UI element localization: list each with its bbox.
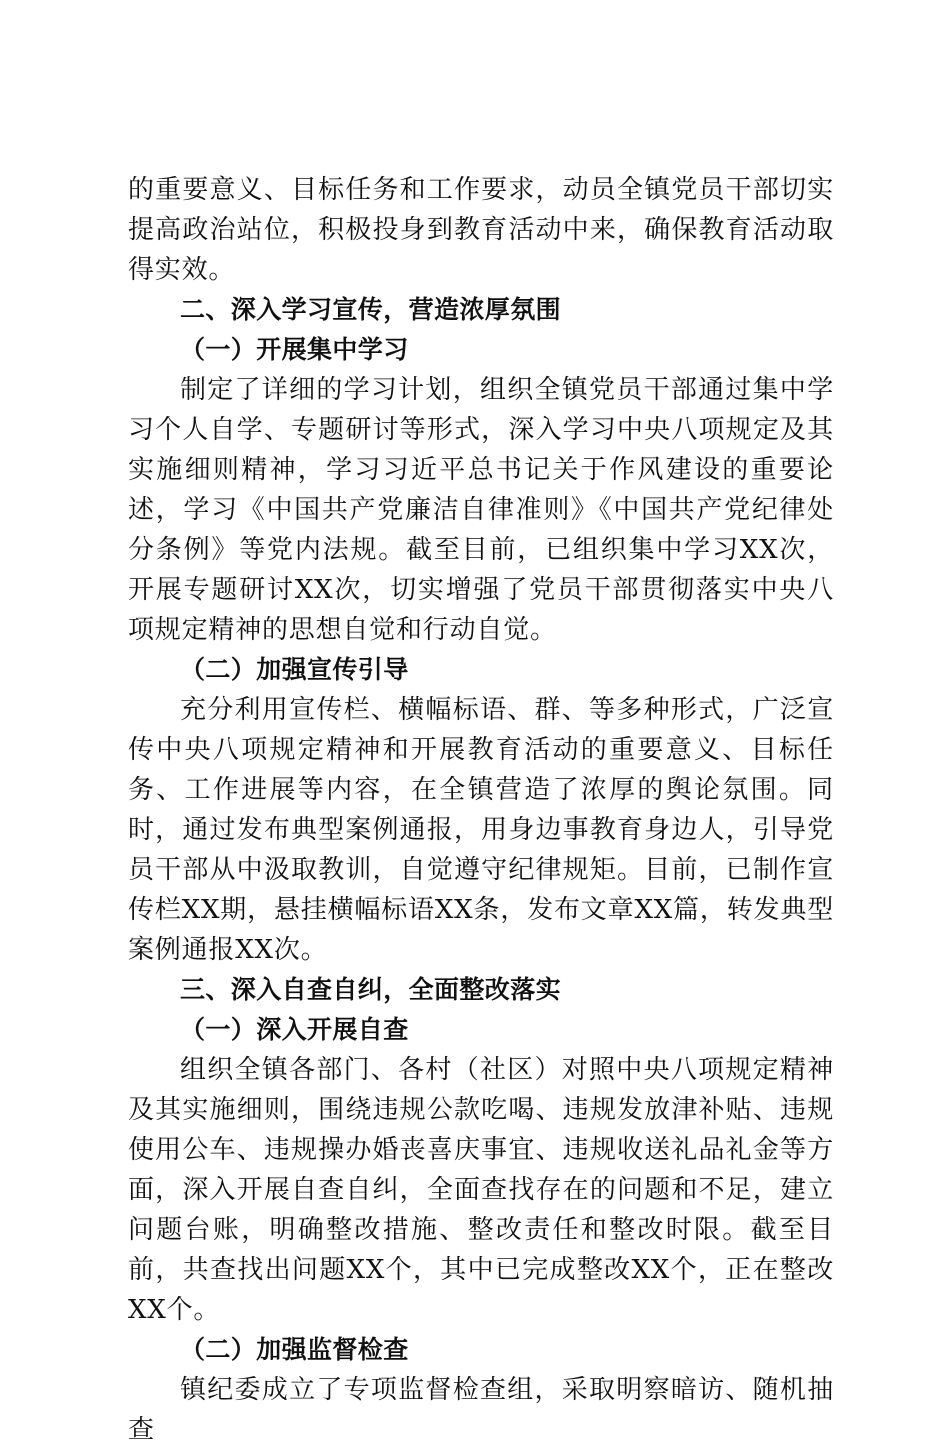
paragraph: 充分利用宣传栏、横幅标语、群、等多种形式，广泛宣传中央八项规定精神和开展教育活动的重要意义、目标任务、工作进展等内容，在全镇营造了浓厚的舆论氛围。同时，通过发布典型案例通报，用身边事教育身边人，引导党员干部从中汲取教训，自觉遵守纪律规矩。目前，已制作宣传栏XX期，悬挂横幅标语XX条，发布文章XX篇，转发典型案例通报XX次。 [128, 695, 834, 965]
subsection-heading: （一）开展集中学习 [180, 335, 409, 364]
subsection-heading: （一）深入开展自查 [180, 1015, 409, 1044]
paragraph: 镇纪委成立了专项监督检查组，采取明察暗访、随机抽查 [128, 1375, 834, 1445]
subsection-heading: （二）加强监督检查 [180, 1335, 409, 1364]
subsection-heading: （二）加强宣传引导 [180, 655, 409, 684]
document-body [128, 170, 834, 1450]
paragraph: 组织全镇各部门、各村（社区）对照中央八项规定精神及其实施细则，围绕违规公款吃喝、违规发放津补贴、违规使用公车、违规操办婚丧喜庆事宜、违规收送礼品礼金等方面，深入开展自查自纠，全面查找存在的问题和不足，建立问题台账，明确整改措施、整改责任和整改时限。截至目前，共查找出问题XX个，其中已完成整改XX个，正在整改XX个。 [128, 1055, 834, 1325]
paragraph: 制定了详细的学习计划，组织全镇党员干部通过集中学习个人自学、专题研讨等形式，深入学习中央八项规定及其实施细则精神，学习习近平总书记关于作风建设的重要论述，学习《中国共产党廉洁自律准则》《中国共产党纪律处分条例》等党内法规。截至目前，已组织集中学习XX次，开展专题研讨XX次，切实增强了党员干部贯彻落实中央八项规定精神的思想自觉和行动自觉。 [128, 375, 834, 645]
section-heading: 二、深入学习宣传，营造浓厚氛围 [180, 295, 562, 324]
section-heading: 三、深入自查自纠，全面整改落实 [180, 975, 562, 1004]
paragraph-continued: 的重要意义、目标任务和工作要求，动员全镇党员干部切实提高政治站位，积极投身到教育活动中来，确保教育活动取得实效。 [128, 175, 834, 285]
